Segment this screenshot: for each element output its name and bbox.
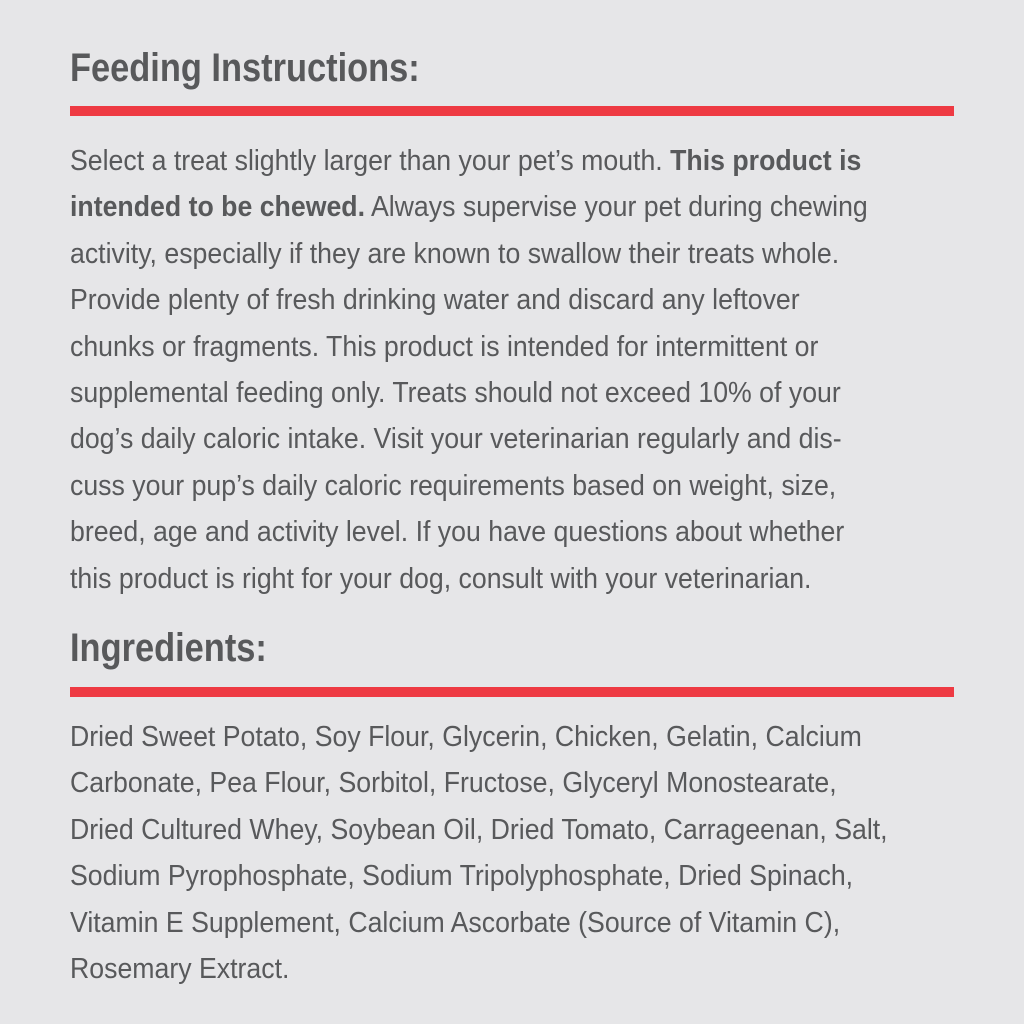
emphasis-text: This product is	[670, 145, 862, 177]
feeding-divider	[70, 106, 954, 116]
text-line: breed, age and activity level. If you have questions about whether	[70, 516, 845, 549]
text-span: Always supervise your pet during chewing	[365, 191, 868, 224]
text-line: activity, especially if they are known to swallow their treats whole.	[70, 237, 840, 270]
feeding-instructions-paragraph	[70, 138, 953, 602]
text-line: dog’s daily caloric intake. Visit your veterinarian regularly and dis-	[70, 423, 842, 456]
emphasis-text: intended to be chewed.	[70, 191, 366, 224]
text-line: Carbonate, Pea Flour, Sorbitol, Fructose, Glyceryl Monostearate,	[70, 767, 837, 800]
text-line: this product is right for your dog, consult with your veterinarian.	[70, 562, 812, 595]
text-line: Provide plenty of fresh drinking water and discard any leftover	[70, 284, 800, 317]
feeding-instructions-text	[70, 138, 960, 602]
ingredients-heading-block	[70, 624, 960, 672]
text-line: Dried Cultured Whey, Soybean Oil, Dried Tomato, Carrageenan, Salt,	[70, 813, 888, 846]
ingredients-text	[70, 714, 960, 992]
text-line: Vitamin E Supplement, Calcium Ascorbate (Source of Vitamin C),	[70, 906, 841, 939]
text-line: Dried Sweet Potato, Soy Flour, Glycerin, Chicken, Gelatin, Calcium	[70, 721, 862, 753]
feeding-heading-block	[70, 44, 960, 92]
ingredients-divider	[70, 687, 954, 697]
text-line: Sodium Pyrophosphate, Sodium Tripolyphosphate, Dried Spinach,	[70, 860, 854, 893]
feeding-instructions-heading: Feeding Instructions:	[70, 46, 420, 90]
ingredients-paragraph	[70, 714, 953, 992]
text-line	[70, 184, 953, 230]
text-line	[70, 138, 953, 184]
ingredients-heading: Ingredients:	[70, 626, 267, 670]
text-line: Rosemary Extract.	[70, 953, 290, 986]
text-line: chunks or fragments. This product is intended for intermittent or	[70, 330, 819, 363]
text-span: Select a treat slightly larger than your pet’s mouth.	[70, 145, 671, 177]
text-line: supplemental feeding only. Treats should not exceed 10% of your	[70, 377, 841, 410]
text-line: cuss your pup’s daily caloric requirements based on weight, size,	[70, 469, 837, 502]
